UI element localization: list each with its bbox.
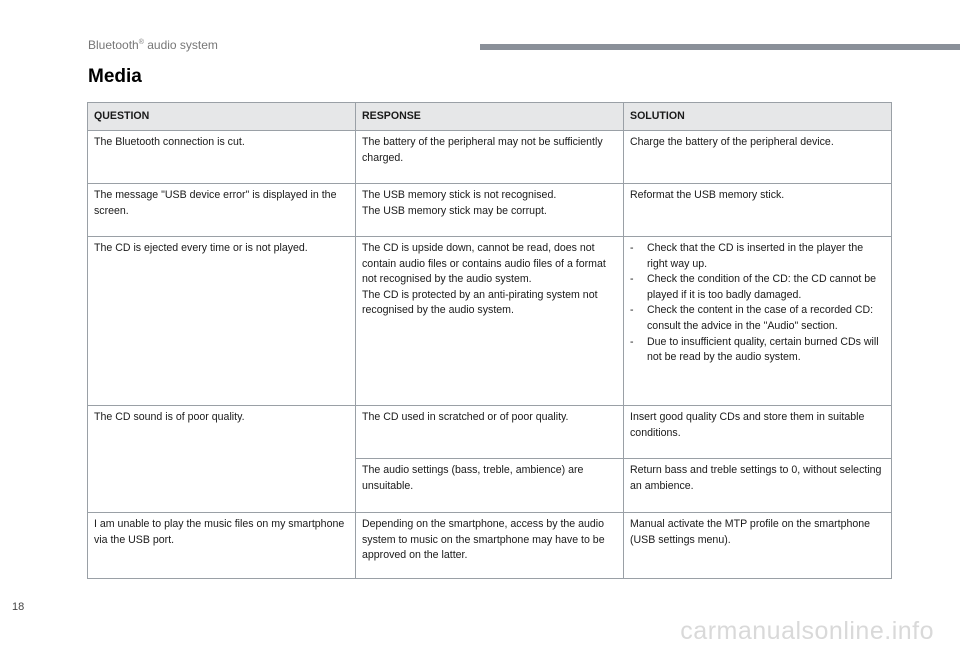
section-header-text-rest: audio system xyxy=(143,38,218,52)
solution-text: Return bass and treble settings to 0, without selecting an ambience. xyxy=(630,464,882,492)
question-cell: The CD is ejected every time or is not played. xyxy=(88,237,356,406)
table-row xyxy=(88,513,892,579)
solution-text: Manual activate the MTP profile on the smartphone (USB settings menu). xyxy=(630,518,871,546)
solution-cell xyxy=(624,513,892,579)
solution-cell xyxy=(624,131,892,184)
solution-cell xyxy=(624,237,892,406)
list-item: - Check the content in the case of a recorded CD: consult the advice in the "Audio" section. xyxy=(630,303,885,334)
registered-mark: ® xyxy=(138,39,144,46)
solution-list xyxy=(630,241,885,366)
solution-text: Charge the battery of the peripheral device. xyxy=(630,136,834,148)
faq-table xyxy=(87,102,892,579)
table-row xyxy=(88,237,892,406)
response-cell xyxy=(356,459,624,513)
response-cell xyxy=(356,184,624,237)
response-cell xyxy=(356,237,624,406)
table-row xyxy=(88,406,892,459)
solution-cell xyxy=(624,459,892,513)
header-rule xyxy=(480,44,960,50)
solution-cell xyxy=(624,406,892,459)
solution-cell xyxy=(624,184,892,237)
response-text: The USB memory stick is not recognised. xyxy=(362,189,557,201)
response-text: The CD is upside down, cannot be read, does not contain audio files or contains audio files of a format not recognised by the audio system. xyxy=(362,242,606,286)
response-text: The battery of the peripheral may not be sufficiently charged. xyxy=(362,136,603,164)
question-cell: The Bluetooth connection is cut. xyxy=(88,131,356,184)
question-cell: The CD sound is of poor quality. xyxy=(88,406,356,513)
section-header-label xyxy=(88,38,218,52)
question-cell: The message "USB device error" is displayed in the screen. xyxy=(88,184,356,237)
response-text: The audio settings (bass, treble, ambience) are unsuitable. xyxy=(362,464,584,492)
page-title: Media xyxy=(88,66,142,87)
response-text: The CD used in scratched or of poor quality. xyxy=(362,411,569,423)
table-row xyxy=(88,184,892,237)
response-text: Depending on the smartphone, access by the audio system to music on the smartphone may have to be approved on the latter. xyxy=(362,518,605,562)
table-header-row xyxy=(88,103,892,131)
table-row xyxy=(88,131,892,184)
response-text: The CD is protected by an anti-pirating system not recognised by the audio system. xyxy=(362,288,598,317)
section-header-text: Bluetooth xyxy=(88,38,139,52)
column-header-solution: SOLUTION xyxy=(624,103,892,131)
question-cell: I am unable to play the music files on my smartphone via the USB port. xyxy=(88,513,356,579)
page-number: 18 xyxy=(12,601,25,613)
list-item: - Check that the CD is inserted in the player the right way up. xyxy=(630,241,885,272)
list-item: - Check the condition of the CD: the CD cannot be played if it is too badly damaged. xyxy=(630,272,885,303)
solution-text: Insert good quality CDs and store them in suitable conditions. xyxy=(630,411,865,439)
list-item: - Due to insufficient quality, certain burned CDs will not be read by the audio system. xyxy=(630,335,885,366)
response-cell xyxy=(356,131,624,184)
response-cell xyxy=(356,406,624,459)
response-cell xyxy=(356,513,624,579)
watermark-text: carmanualsonline.info xyxy=(680,617,934,645)
column-header-question: QUESTION xyxy=(88,103,356,131)
solution-text: Reformat the USB memory stick. xyxy=(630,189,785,201)
response-text: The USB memory stick may be corrupt. xyxy=(362,204,547,217)
column-header-response: RESPONSE xyxy=(356,103,624,131)
